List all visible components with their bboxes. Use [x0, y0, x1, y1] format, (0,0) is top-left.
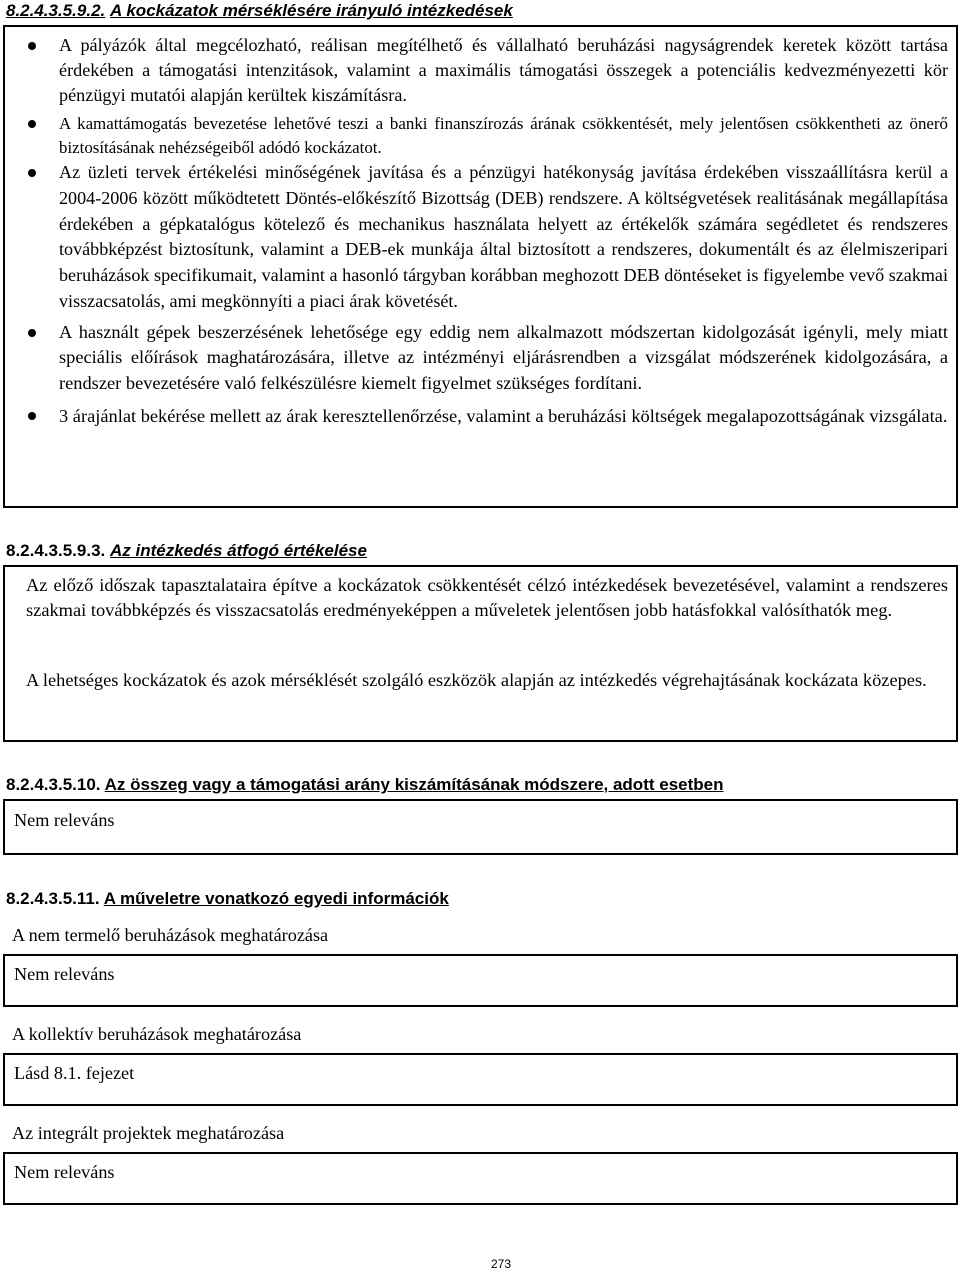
- non-productive-investments-box: [3, 954, 958, 1007]
- section-heading-overall-assessment: [6, 541, 367, 561]
- list-item: A kamattámogatás bevezetése lehetővé teszi a banki finanszírozás árának csökkentését, mely jelentősen csökkentheti az önerő biztosításának nehézségeiből adódó kockázatot.: [5, 112, 956, 160]
- section-heading-operation-info: [6, 889, 449, 909]
- list-item: A pályázók által megcélozható, reálisan megítélhető és vállalható beruházási nagyságrendek keretek között tartása érdekében a támogatási intenzitások, valamint a maximális támogatási összegek a potenciális kedvezményezetti kör pénzügyi mutatói alapján kerültek kiszámításra.: [5, 33, 956, 108]
- list-item: Az üzleti tervek értékelési minőségének javítása és a pénzügyi hatékonyság javítása érdekében visszaállításra kerül a 2004-2006 között működtetett Döntés-előkészítő Bizottság (DEB) rendszere. A költségvetések realitásának megállapítása érdekében a gépkatalógus kötelező és mechanikus használata helyett az értékelők számára segédletet és rendszeres továbbképzést biztosítunk, valamint a DEB-ek munkája által biztosított a rendszeres, dokumentált és az élelmiszeripari beruházások specifikumait, valamint a hasonló tárgyban korábban meghozott DEB döntéseket is figyelembe vevő szakmai visszacsatolás, ami megkönnyíti a piaci árak követését.: [5, 160, 956, 315]
- value-text: Nem releváns: [14, 964, 115, 984]
- section-heading-risk-mitigation: [6, 1, 513, 21]
- value-text: Lásd 8.1. fejezet: [14, 1063, 135, 1083]
- section-title: A kockázatok mérséklésére irányuló intézkedések: [109, 1, 513, 20]
- mitigation-bullet-list: [5, 33, 956, 429]
- list-item: A használt gépek beszerzésének lehetősége egy eddig nem alkalmazott módszertan kidolgozását igényli, mely miatt speciális előírások maghatározására, illetve az intézményi eljárásrendben a vizsgálat módszerének kidolgozására, a rendszer bevezetésére való felkészülésre kiemelt figyelmet szükséges fordítani.: [5, 320, 956, 397]
- risk-mitigation-box: [3, 25, 958, 508]
- not-relevant-text: Nem releváns: [14, 810, 115, 830]
- integrated-projects-box: [3, 1152, 958, 1205]
- calculation-method-box: [3, 799, 958, 855]
- page-number: 273: [491, 1257, 512, 1271]
- non-productive-investments-label: A nem termelő beruházások meghatározása: [12, 925, 329, 945]
- section-number: 8.2.4.3.5.10.: [6, 775, 101, 794]
- section-title: Az összeg vagy a támogatási arány kiszámításának módszere, adott esetben: [104, 775, 724, 794]
- value-text: Nem releváns: [14, 1162, 115, 1182]
- section-number: 8.2.4.3.5.9.2.: [6, 1, 106, 20]
- collective-investments-box: [3, 1053, 958, 1106]
- list-item: 3 árajánlat bekérése mellett az árak keresztellenőrzése, valamint a beruházási költségek megalapozottságának vizsgálata.: [5, 403, 956, 429]
- overall-assessment-box: [3, 565, 958, 742]
- section-title: A műveletre vonatkozó egyedi információk: [103, 889, 449, 908]
- section-number: 8.2.4.3.5.9.3.: [6, 541, 106, 560]
- section-heading-calculation-method: [6, 775, 723, 795]
- integrated-projects-label: Az integrált projektek meghatározása: [12, 1123, 285, 1143]
- collective-investments-label: A kollektív beruházások meghatározása: [12, 1024, 302, 1044]
- assessment-paragraph: Az előző időszak tapasztalataira építve a kockázatok csökkentését célzó intézkedések bevezetésével, valamint a rendszeres szakmai továbbképzés és visszacsatolás eredményeképpen a műveletek jelentősen jobb hatásfokkal valósíthatók meg.: [26, 575, 948, 620]
- section-title: Az intézkedés átfogó értékelése: [109, 541, 367, 560]
- section-number: 8.2.4.3.5.11.: [6, 889, 100, 908]
- assessment-paragraph: A lehetséges kockázatok és azok mérséklését szolgáló eszközök alapján az intézkedés végrehajtásának kockázata közepes.: [26, 670, 927, 690]
